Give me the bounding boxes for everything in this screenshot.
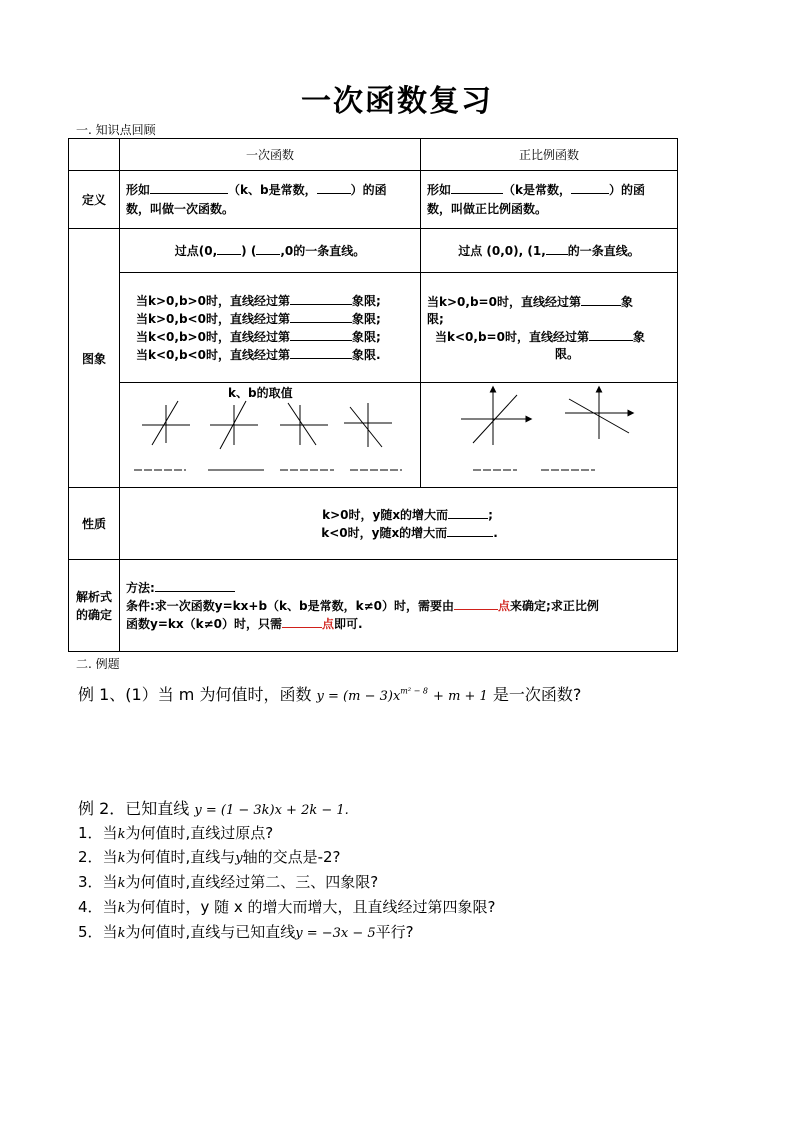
header-proportional: 正比例函数 (421, 139, 678, 171)
kb-values-label: k、b的取值 (228, 386, 293, 400)
graph-k-pos-b-zero (461, 387, 531, 445)
graph-k-pos-b-neg (210, 401, 258, 449)
kb-graphs-linear (120, 383, 421, 488)
row-label-definition: 定义 (69, 171, 120, 229)
example-1: 例 1、(1）当 m 为何值时，函数 $y = (m - 3)x^{m^2 - 8} + m + 1$ 是一次函数? (78, 685, 582, 704)
section-heading-review: 一. 知识点回顾 (76, 123, 156, 137)
question-3: 3．当k为何值时,直线经过第二、三、四象限? (78, 873, 379, 891)
graph-k-neg-b-neg (344, 403, 392, 447)
method-text: 方法: 条件:求一次函数y=kx+b（k、b是常数，k≠0）时，需要由 点来确定;求正比例 函数y=kx（k≠0）时，只需 点即可. (120, 560, 678, 652)
passes-point-linear: 过点(0, ) ( ,0的一条直线。 (120, 229, 421, 273)
proportional-graph-sketches (421, 383, 677, 487)
passes-point-proportional: 过点 (0,0), (1, 的一条直线。 (421, 229, 678, 273)
graph-k-neg-b-pos (280, 403, 328, 445)
kb-graphs-proportional (421, 383, 678, 488)
quadrants-linear: 当k>0,b>0时，直线经过第 象限; 当k>0,b<0时，直线经过第 象限; 当k<0,b>0时，直线经过第 象限; 当k<0,b<0时，直线经过第 象限. (120, 273, 421, 383)
definition-proportional: 形如 （k是常数， ）的函 数，叫做正比例函数。 (421, 171, 678, 229)
row-label-graph: 图象 (69, 229, 120, 488)
example-2: 例 2．已知直线 y = (1 − 3k)x + 2k − 1. (78, 799, 349, 818)
definition-linear: 形如 （k、b是常数， ）的函 数，叫做一次函数。 (120, 171, 421, 229)
question-2: 2．当k为何值时,直线与y轴的交点是-2? (78, 848, 341, 866)
graph-k-pos-b-pos (142, 401, 190, 445)
question-4: 4．当k为何值时，y 随 x 的增大而增大，且直线经过第四象限? (78, 898, 496, 916)
question-5: 5．当k为何值时,直线与已知直线y = −3x − 5平行? (78, 923, 414, 941)
quadrants-proportional: 当k>0,b=0时，直线经过第 象 限; 当k<0,b=0时，直线经过第 象 限。 (421, 273, 678, 383)
page-title: 一次函数复习 (301, 84, 493, 119)
header-linear: 一次函数 (120, 139, 421, 171)
table-corner (69, 139, 120, 171)
row-label-property: 性质 (69, 488, 120, 560)
linear-graph-sketches (120, 383, 420, 487)
row-label-method: 解析式的确定 (69, 560, 120, 652)
question-1: 1．当k为何值时,直线过原点? (78, 824, 274, 842)
section-heading-examples: 二. 例题 (76, 657, 120, 671)
graph-k-neg-b-zero (565, 387, 633, 439)
knowledge-table (68, 138, 678, 652)
property-text: k>0时，y随x的增大而 ; k<0时，y随x的增大而 . (120, 488, 678, 560)
